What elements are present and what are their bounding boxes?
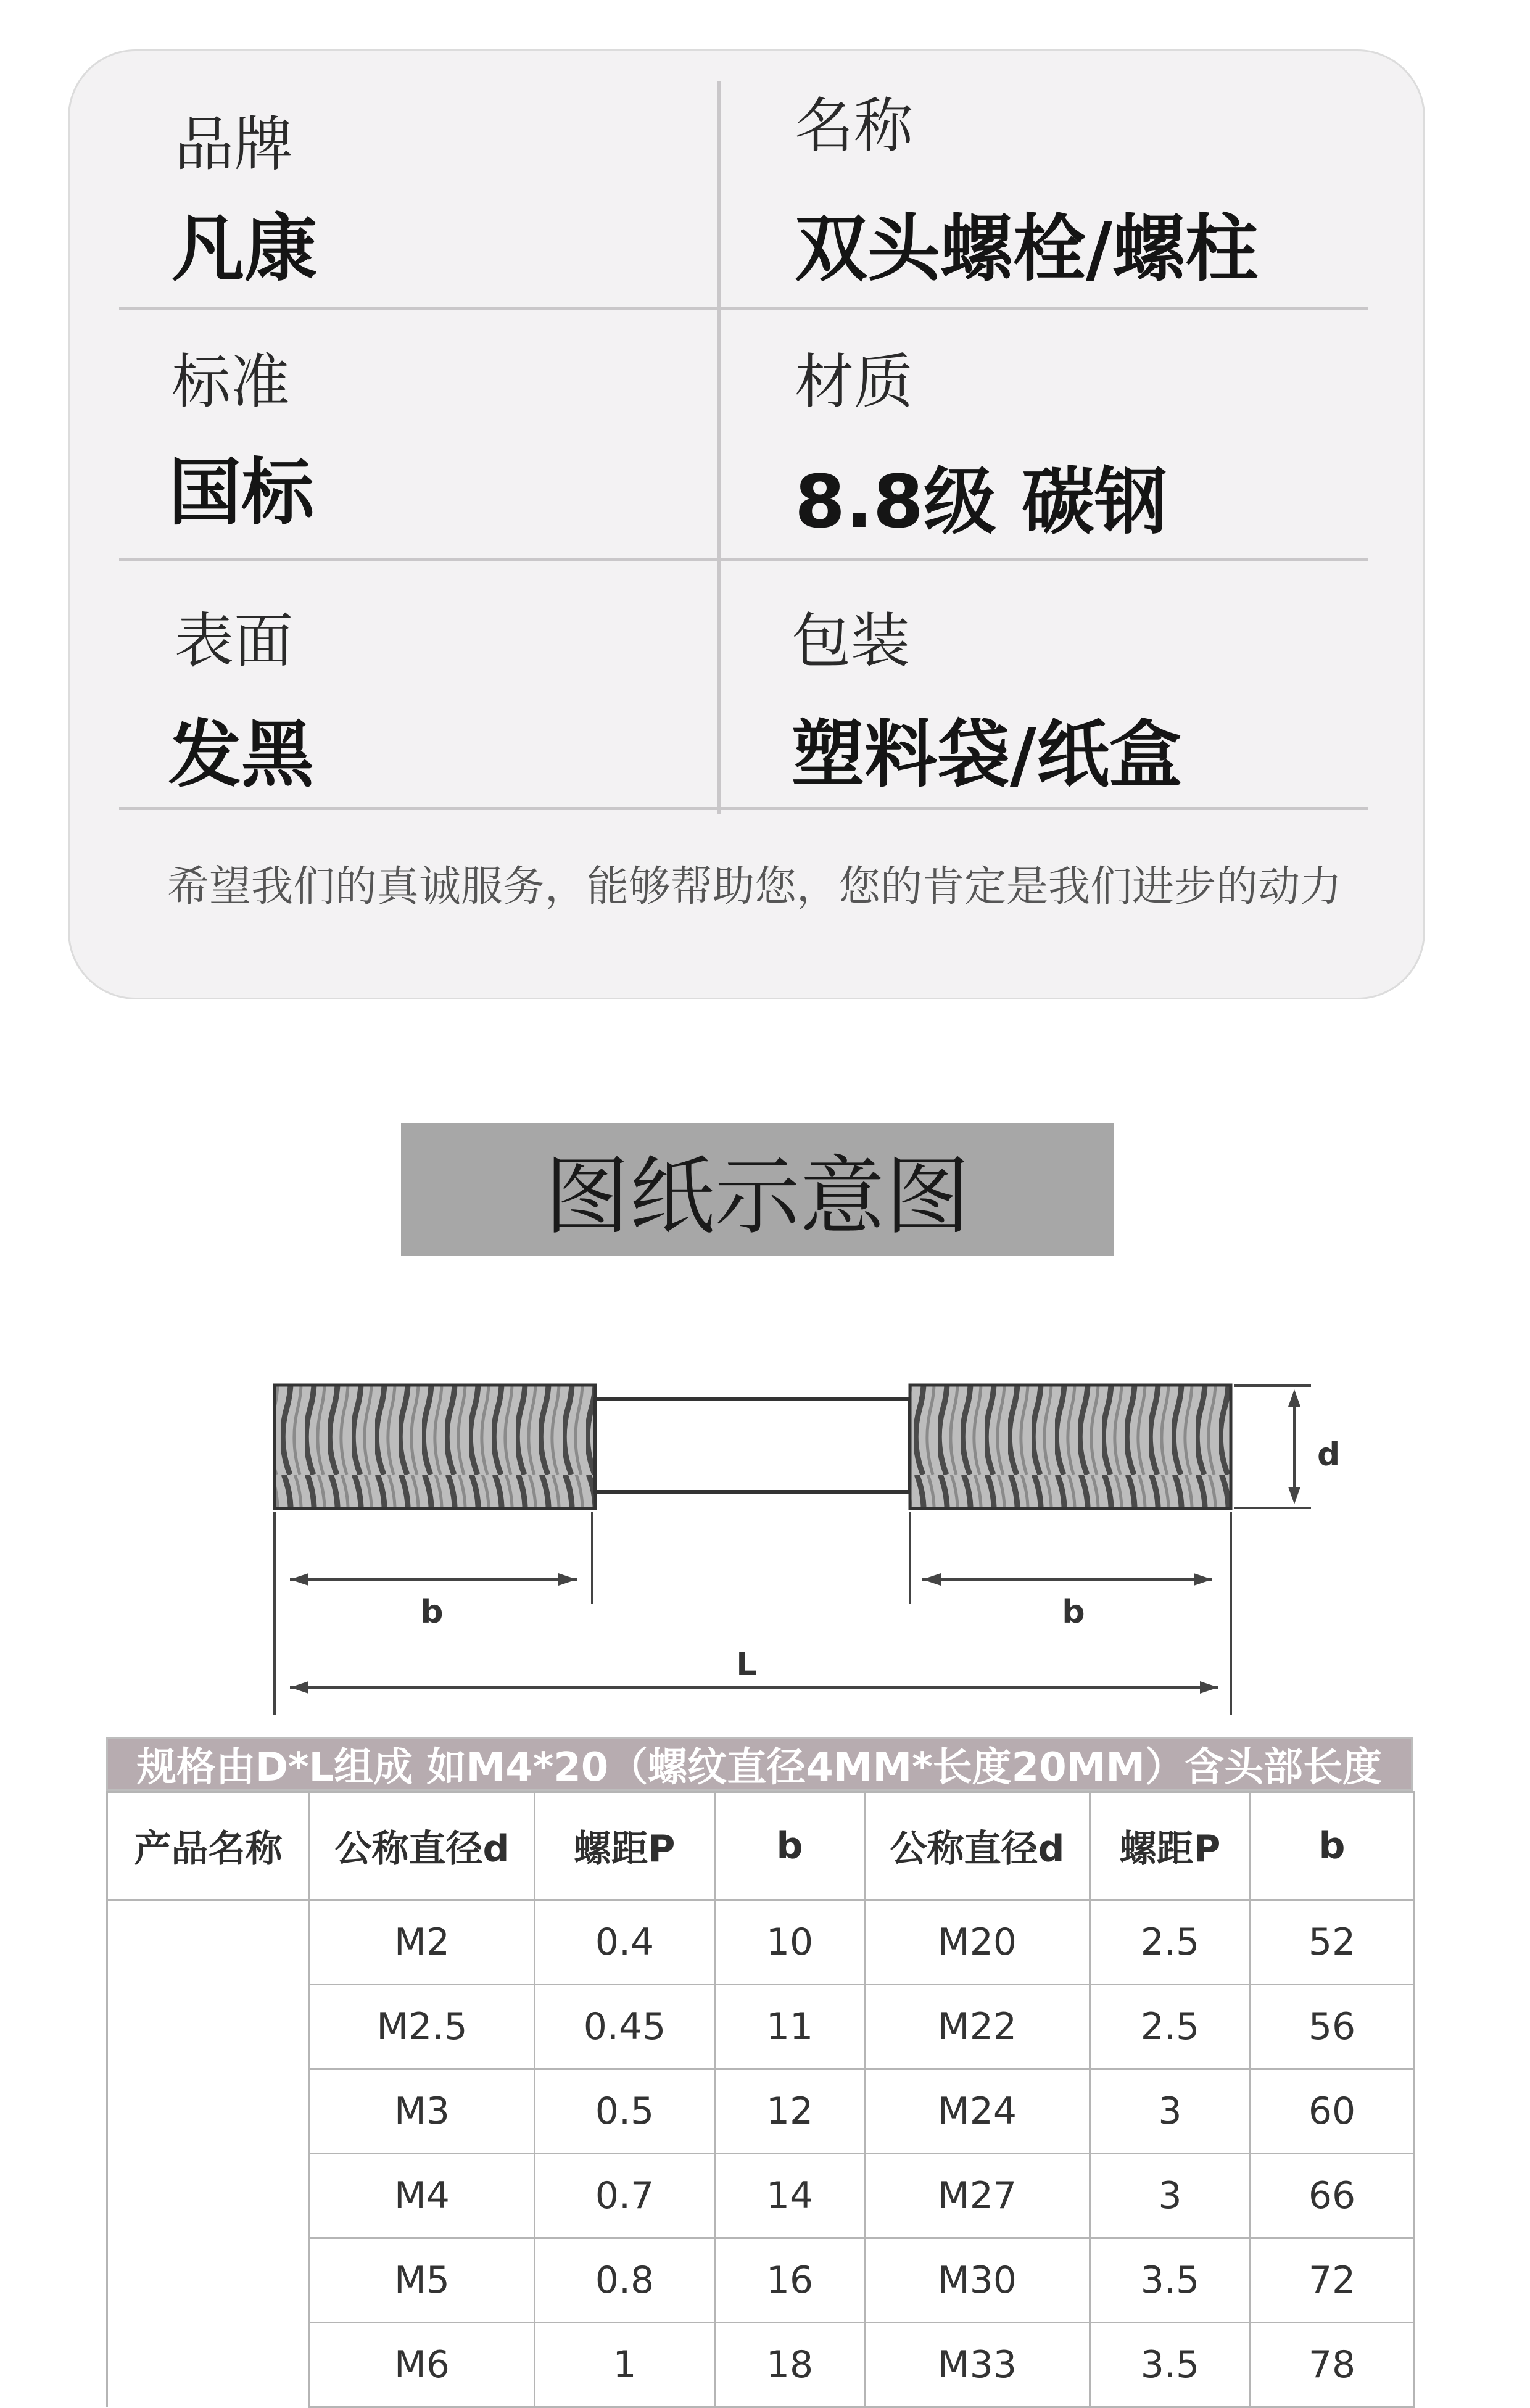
header-nominal-diameter: 公称直径d xyxy=(310,1792,535,1900)
table-cell: 0.45 xyxy=(535,1985,715,2069)
header-product-name: 产品名称 xyxy=(107,1792,310,1900)
header-pitch-2: 螺距P xyxy=(1090,1792,1251,1900)
stud-bolt-diagram xyxy=(0,1345,1530,1727)
service-slogan: 希望我们的真诚服务，能够帮助您，您的肯定是我们进步的动力 xyxy=(167,863,1342,911)
drawing-heading: 图纸示意图 xyxy=(401,1123,1114,1256)
table-cell: M30 xyxy=(865,2238,1090,2323)
table-header-row xyxy=(107,1792,1414,1900)
table-cell: 3.5 xyxy=(1090,2238,1251,2323)
surface-value: 发黑 xyxy=(168,712,315,797)
table-cell: 78 xyxy=(1251,2323,1414,2407)
table-cell: 3 xyxy=(1090,2154,1251,2238)
table-cell: 12 xyxy=(715,2069,865,2154)
table-cell: M33 xyxy=(865,2323,1090,2407)
table-cell: 2.5 xyxy=(1090,1985,1251,2069)
brand-value: 凡康 xyxy=(172,206,318,291)
package-value: 塑料袋/纸盒 xyxy=(792,712,1183,797)
table-cell: 0.4 xyxy=(535,1900,715,1985)
table-cell: 52 xyxy=(1251,1900,1414,1985)
table-cell: 14 xyxy=(715,2154,865,2238)
table-cell: 72 xyxy=(1251,2238,1414,2323)
thread-section-left xyxy=(275,1385,595,1508)
table-cell: 1 xyxy=(535,2323,715,2407)
thread-section-right xyxy=(910,1385,1231,1508)
table-cell: M20 xyxy=(865,1900,1090,1985)
table-cell: 11 xyxy=(715,1985,865,2069)
column-divider xyxy=(717,81,721,814)
table-cell: M22 xyxy=(865,1985,1090,2069)
package-label: 包装 xyxy=(792,606,910,676)
row-divider xyxy=(119,307,1368,310)
table-cell: M3 xyxy=(310,2069,535,2154)
thread-length-label-left: b xyxy=(420,1594,444,1631)
table-cell: 10 xyxy=(715,1900,865,1985)
table-cell: M24 xyxy=(865,2069,1090,2154)
diameter-label: d xyxy=(1317,1436,1341,1473)
product-info-card xyxy=(68,49,1425,999)
row-divider xyxy=(119,558,1368,561)
surface-label: 表面 xyxy=(175,606,293,676)
table-cell: 16 xyxy=(715,2238,865,2323)
standard-value: 国标 xyxy=(168,450,315,535)
table-cell: 3 xyxy=(1090,2069,1251,2154)
table-cell: M27 xyxy=(865,2154,1090,2238)
table-cell: 60 xyxy=(1251,2069,1414,2154)
brand-label: 品牌 xyxy=(175,110,293,179)
row-divider xyxy=(119,807,1368,810)
spec-table xyxy=(106,1737,1413,2408)
spec-table-title: 规格由D*L组成 如M4*20（螺纹直径4MM*长度20MM）含头部长度 xyxy=(106,1737,1413,1791)
table-cell: 0.7 xyxy=(535,2154,715,2238)
header-thread-length-2: b xyxy=(1251,1792,1414,1900)
table-cell: M4 xyxy=(310,2154,535,2238)
table-cell: 3.5 xyxy=(1090,2323,1251,2407)
spec-grid xyxy=(106,1791,1415,2408)
header-thread-length: b xyxy=(715,1792,865,1900)
table-cell: M6 xyxy=(310,2323,535,2407)
table-cell: 18 xyxy=(715,2323,865,2407)
header-nominal-diameter-2: 公称直径d xyxy=(865,1792,1090,1900)
table-cell: 2.5 xyxy=(1090,1900,1251,1985)
table-cell: 0.5 xyxy=(535,2069,715,2154)
product-name-cell xyxy=(107,1900,310,2407)
table-cell: 0.8 xyxy=(535,2238,715,2323)
table-cell: 56 xyxy=(1251,1985,1414,2069)
name-label: 名称 xyxy=(795,91,913,160)
name-value: 双头螺栓/螺柱 xyxy=(795,206,1259,291)
thread-length-label-right: b xyxy=(1062,1594,1085,1631)
stud-shank xyxy=(595,1399,910,1492)
total-length-label: L xyxy=(736,1646,757,1683)
table-cell: M2.5 xyxy=(310,1985,535,2069)
header-pitch: 螺距P xyxy=(535,1792,715,1900)
table-cell: 66 xyxy=(1251,2154,1414,2238)
material-value: 8.8级 碳钢 xyxy=(795,459,1168,544)
material-label: 材质 xyxy=(795,347,913,416)
standard-label: 标准 xyxy=(172,347,290,416)
table-cell: M5 xyxy=(310,2238,535,2323)
table-cell: M2 xyxy=(310,1900,535,1985)
table-row xyxy=(107,1900,1414,1985)
